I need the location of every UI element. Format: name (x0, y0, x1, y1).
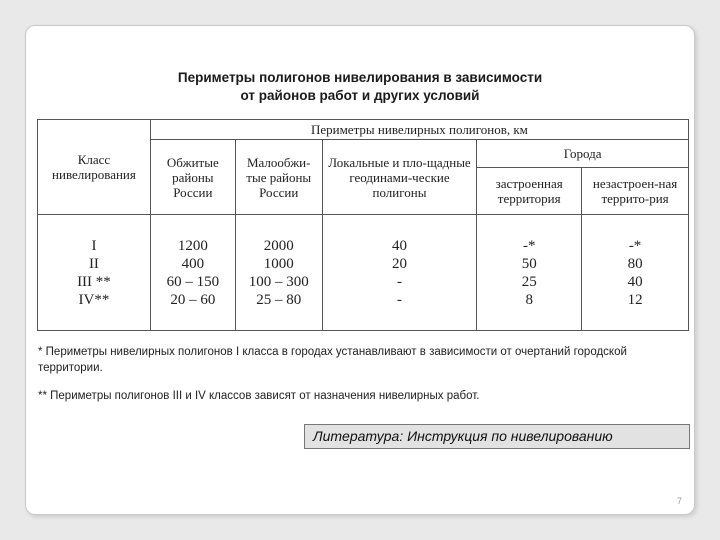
literature-reference: Литература: Инструкция по нивелированию (304, 424, 690, 449)
footnote-2: ** Периметры полигонов III и IV классов зависят от назначения нивелирных работ. (38, 390, 480, 402)
slide (25, 25, 695, 515)
cell-local: - (396, 273, 402, 290)
column-local-values (322, 215, 477, 331)
page-number: 7 (676, 496, 682, 506)
cell-built: -* (522, 237, 536, 254)
header-unbuilt: незастроен-ная террито-рия (582, 168, 689, 215)
cell-class: III ** (77, 273, 111, 290)
cell-local: 20 (391, 255, 407, 272)
header-built: застроенная территория (477, 168, 582, 215)
header-class: Класс нивелирования (38, 120, 151, 215)
cell-sparse: 25 – 80 (256, 291, 302, 308)
header-group: Периметры нивелирных полигонов, км (150, 120, 688, 140)
cell-unbuilt: 40 (627, 273, 643, 290)
title-line-1: Периметры полигонов нивелирования в зависимости (177, 70, 543, 85)
cell-class: I (91, 237, 97, 254)
column-built-values (477, 215, 582, 331)
cell-unbuilt: -* (628, 237, 642, 254)
cell-inhabited: 1200 (177, 237, 208, 254)
title-line-2: от районов работ и других условий (240, 88, 480, 103)
cell-sparse: 1000 (263, 255, 294, 272)
cell-class: II (88, 255, 99, 272)
slide-title (26, 69, 694, 105)
cell-inhabited: 20 – 60 (170, 291, 216, 308)
column-sparse-values (235, 215, 322, 331)
header-local: Локальные и пло-щадные геодинами-ческие полигоны (322, 140, 477, 215)
perimeters-table-container (37, 119, 689, 331)
table-body-row (38, 215, 689, 331)
cell-class: IV** (78, 291, 110, 308)
cell-inhabited: 60 – 150 (166, 273, 220, 290)
cell-built: 50 (521, 255, 537, 272)
cell-unbuilt: 12 (627, 291, 643, 308)
table-header-row-1 (38, 120, 689, 140)
column-unbuilt-values (582, 215, 689, 331)
footnote-1: * Периметры нивелирных полигонов I класса в городах устанавливают в зависимости от очертаний городской территории. (38, 346, 627, 374)
header-sparse: Малообжи-тые районы России (235, 140, 322, 215)
header-inhabited: Обжитые районы России (150, 140, 235, 215)
header-cities: Города (477, 140, 689, 168)
cell-built: 8 (525, 291, 533, 308)
cell-local: - (396, 291, 402, 308)
perimeters-table (37, 119, 689, 331)
cell-local: 40 (391, 237, 407, 254)
cell-sparse: 2000 (263, 237, 294, 254)
cell-sparse: 100 – 300 (248, 273, 309, 290)
column-inhabited-values (150, 215, 235, 331)
cell-unbuilt: 80 (627, 255, 643, 272)
column-class-values (38, 215, 151, 331)
cell-inhabited: 400 (181, 255, 205, 272)
cell-built: 25 (521, 273, 537, 290)
